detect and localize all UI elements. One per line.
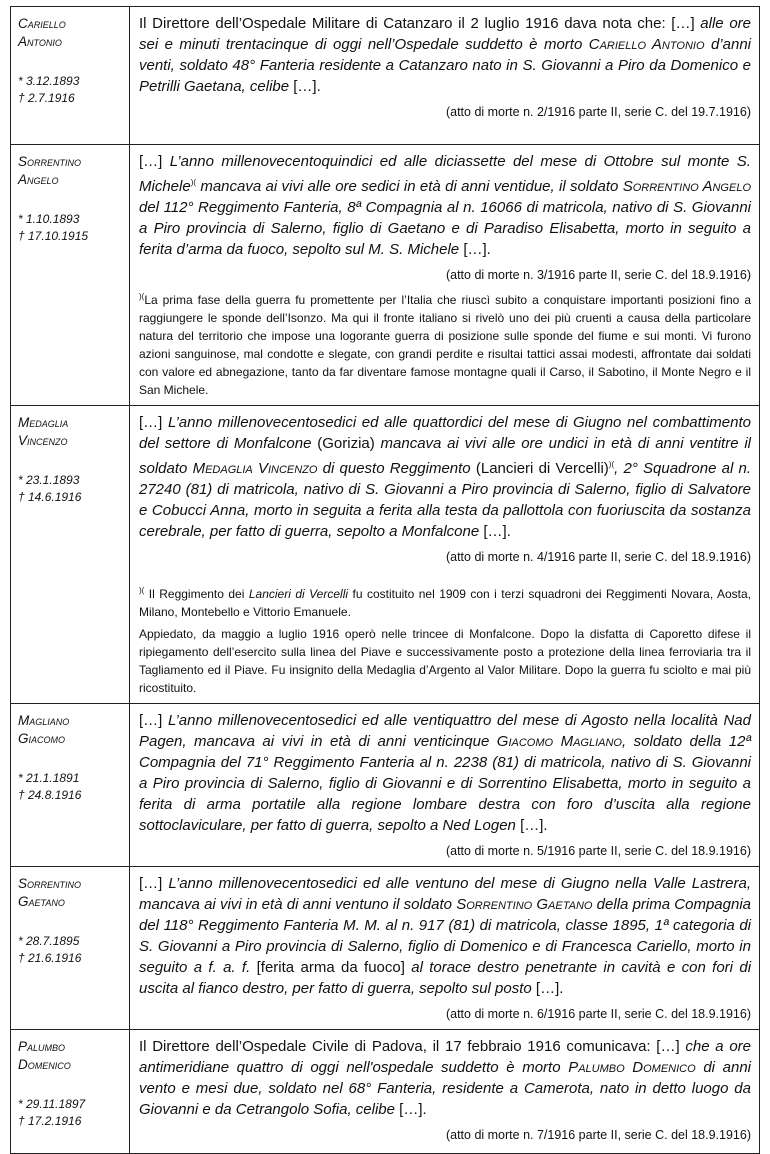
death-date: † 17.10.1915 [18, 229, 89, 243]
person-surname: Magliano [18, 713, 70, 728]
footnote [139, 582, 751, 621]
record-text-part: [ferita arma da fuoco] [250, 959, 412, 976]
record-text [139, 13, 751, 97]
footnote-text: Lancieri di Vercelli [248, 587, 349, 601]
death-records-table [10, 6, 760, 1154]
death-date: † 14.6.1916 [18, 490, 82, 504]
record-text-part: L’anno millenovecentosedici ed alle ventiquattro del mese di Agosto nella località Nad Pagen, mancava ai vivi in età di anni venticinque [139, 712, 751, 750]
death-act-citation: (atto di morte n. 7/1916 parte II, serie C. del 18.9.1916) [445, 1128, 751, 1142]
footnote [139, 288, 751, 399]
record-text-part: […] [139, 875, 169, 892]
record-text [139, 151, 751, 260]
life-dates [18, 472, 123, 506]
birth-date: * 29.11.1897 [18, 1097, 86, 1111]
death-date: † 17.2.1916 [18, 1114, 82, 1128]
death-act-citation: (atto di morte n. 6/1916 parte II, serie C. del 18.9.1916) [445, 1007, 751, 1021]
record-text-part: (Gorizia) [311, 435, 381, 452]
record-text-part: L’anno millenovecentoquindici ed alle diciassette del mese di Ottobre sul monte S. Michele [139, 153, 751, 195]
person-surname: Sorrentino [18, 154, 82, 169]
person-surname: Sorrentino [18, 876, 82, 891]
record-row [11, 145, 760, 406]
record-text-part: mancava ai vivi alle ore undici in età di anni ventitre il soldato [139, 435, 751, 477]
record-row [11, 7, 760, 145]
person-given-name: Vincenzo [18, 433, 68, 448]
record-text-part: L’anno millenovecentosedici ed alle ventuno del mese di Giugno nella Valle Lastrera, mancava ai vivi in età di anni ventuno il soldato [139, 875, 751, 913]
person-name-cell [11, 704, 130, 867]
record-text-part: di questo Reggimento [317, 460, 471, 477]
deceased-name: Sorrentino Gaetano [456, 896, 593, 913]
death-date: † 24.8.1916 [18, 788, 82, 802]
footnote-marker: )( [190, 178, 197, 187]
footnote-marker: )( [608, 460, 615, 469]
person-given-name: Giacomo [18, 731, 66, 746]
person-surname: Palumbo [18, 1039, 66, 1054]
record-text-part: […] [139, 414, 168, 431]
death-date: † 21.6.1916 [18, 951, 82, 965]
deceased-name: Sorrentino Angelo [622, 178, 751, 195]
death-act-citation: (atto di morte n. 5/1916 parte II, serie C. del 18.9.1916) [445, 844, 751, 858]
life-dates [18, 770, 123, 804]
record-text-cell [130, 1030, 760, 1154]
person-name-cell [11, 406, 130, 704]
record-text [139, 710, 751, 836]
record-text-part: al torace destro penetrante in cavità e con fori di uscita al fianco destro, per fatto di guerra, sepolto sul posto [139, 959, 752, 997]
birth-date: * 1.10.1893 [18, 212, 80, 226]
person-name-cell [11, 7, 130, 145]
record-text-part: […]. [479, 523, 511, 540]
deceased-name: Palumbo Domenico [568, 1059, 696, 1076]
birth-date: * 21.1.1891 [18, 771, 80, 785]
record-text-part: […] [139, 712, 168, 729]
record-text [139, 1036, 751, 1120]
record-text-part: (Lancieri di Vercelli) [470, 460, 609, 477]
death-records-document [10, 6, 760, 1154]
person-given-name: Antonio [18, 34, 62, 49]
record-text-part: […]. [459, 241, 491, 258]
footnote-marker: )( [139, 586, 145, 595]
record-text-part: mancava ai vivi alle ore sedici in età di anni ventidue, il soldato [196, 178, 623, 195]
record-text-part: che a ore antimeridiane quattro di oggi nell'ospedale suddetto è morto [139, 1038, 751, 1076]
record-text-part: della prima Compagnia del 118° Reggimento Fanteria M. M. al n. 917 (81) di matricola, classe 1895, 1ª categoria di S. Giovanni a Piro provincia di Salerno, figlio di Domenico e di Francesca Cariello, morto in seguito a f. a. f. [139, 896, 751, 976]
person-surname: Medaglia [18, 415, 69, 430]
record-text-part: L’anno millenovecentosedici ed alle quattordici del mese di Giugno nel combattimento del settore di Monfalcone [139, 414, 751, 452]
footnote-text: fu costituito nel 1909 con i terzi squadroni dei Reggimenti Novara, Aosta, Milano, Montebello e Vittorio Emanuele. [139, 587, 751, 619]
footnote-marker: )( [139, 292, 145, 301]
person-name-cell [11, 1030, 130, 1154]
person-given-name: Angelo [18, 172, 59, 187]
record-text-cell [130, 867, 760, 1030]
person-surname: Cariello [18, 16, 66, 31]
record-text-part: alle ore sei e minuti trentacinque di oggi nell’Ospedale suddetto è morto [139, 15, 751, 53]
record-text-part: d’anni venti, soldato 48° Fanteria residente a Catanzaro nato in S. Giovanni a Piro da Domenico e Petrilli Gaetana, celibe [139, 36, 751, 95]
deceased-name: Medaglia Vincenzo [192, 460, 318, 477]
life-dates [18, 1096, 123, 1130]
record-row [11, 867, 760, 1030]
footnote-continuation: Appiedato, da maggio a luglio 1916 operò nelle trincee di Monfalcone. Dopo la disfatta di Caporetto difese il ripiegamento dell’esercito sulla linea del Piave e successivamente posto a protezione della linea ferroviaria tra il Tagliamento ed il Piave. Fu insignito della Medaglia d’Argento al Valor Militare. Dopo la guerra fu sciolto e mai più ricostituito. [139, 627, 751, 695]
record-text-part: […] [139, 153, 170, 170]
birth-date: * 28.7.1895 [18, 934, 80, 948]
person-given-name: Domenico [18, 1057, 71, 1072]
deceased-name: Cariello Antonio [588, 36, 705, 53]
life-dates [18, 73, 123, 107]
record-row [11, 406, 760, 704]
record-text-part: del 112° Reggimento Fanteria, 8ª Compagnia al n. 16066 di matricola, nativo di S. Giovanni a Piro provincia di Salerno, figlio di Gaetano e di Paradiso Elisabetta, morto in seguito a ferita d’arma da fuoco, sepolto sul M. S. Michele [139, 199, 751, 258]
deceased-name: Giacomo Magliano [496, 733, 622, 750]
death-date: † 2.7.1916 [18, 91, 75, 105]
record-text-part: Il Direttore dell’Ospedale Civile di Padova, il 17 febbraio 1916 comunicava: […] [139, 1038, 686, 1055]
record-text-cell [130, 7, 760, 145]
record-row [11, 704, 760, 867]
record-text [139, 873, 751, 999]
person-name-cell [11, 867, 130, 1030]
record-text-part: di anni vento e mesi due, soldato nel 68° Fanteria, residente a Camerota, nato in detto luogo da Giovanni e da Cetrangolo Sofia, celibe [139, 1059, 751, 1118]
record-row [11, 1030, 760, 1154]
life-dates [18, 933, 123, 967]
birth-date: * 3.12.1893 [18, 74, 80, 88]
record-text-part: , soldato della 12ª Compagnia del 71° Reggimento Fanteria al n. 2238 (81) di matricola, nativo di S. Giovanni a Piro provincia di Salerno, figlio di Giovanni e di Sorrentino Elisabetta, morto in seguito a ferita di arma portatile alla regione lombare destra con foro d’uscita alla regione sottoclaviculare, per fatto di guerra, sepolto a Ned Logen [139, 733, 751, 834]
death-act-citation: (atto di morte n. 3/1916 parte II, serie C. del 18.9.1916) [445, 268, 751, 282]
person-given-name: Gaetano [18, 894, 65, 909]
record-text-part: […]. [531, 980, 564, 997]
record-text-cell [130, 406, 760, 704]
record-text-part: […]. [395, 1101, 427, 1118]
footnote-text: La prima fase della guerra fu promettente per l’Italia che riuscì subito a conquistare importanti posizioni fino a raggiungere le sponde dell’Isonzo. Ma qui il fronte italiano si rivelò uno dei più cruenti a causa della particolare natura del territorio che impose una logorante guerra di posizione sulle sponde del fiume e sui monti. Vi furono azioni sanguinose, mal condotte e slegate, con grandi perdite e risultai tattici assai modesti, affrontate dai soldati con valore ed abnegazione, tanto da far diventare famose montagne quali il Carso, il Sabotino, il Monte Negro e il San Michele. [139, 293, 751, 397]
life-dates [18, 211, 123, 245]
record-text [139, 412, 751, 542]
person-name-cell [11, 145, 130, 406]
record-text-part: […]. [289, 78, 321, 95]
death-act-citation: (atto di morte n. 4/1916 parte II, serie C. del 18.9.1916) [445, 550, 751, 564]
record-text-part: Il Direttore dell’Ospedale Militare di Catanzaro il 2 luglio 1916 dava nota che: […] [139, 15, 701, 32]
record-text-part: , 2° Squadrone al n. 27240 (81) di matricola, nativo di S. Giovanni a Piro provincia di Salerno, figlio di Salvatore e Cobucci Anna, morto in seguita a ferita alla testa da pallottola con fuoriuscita da sostanza cerebrale, per fatto di guerra, sepolto a Monfalcone [139, 460, 751, 540]
birth-date: * 23.1.1893 [18, 473, 80, 487]
record-text-part: […]. [515, 817, 548, 834]
record-text-cell [130, 704, 760, 867]
record-text-cell [130, 145, 760, 406]
death-act-citation: (atto di morte n. 2/1916 parte II, serie C. del 19.7.1916) [445, 105, 751, 119]
spacer [139, 566, 751, 578]
footnote-text: Il Reggimento dei [144, 587, 249, 601]
